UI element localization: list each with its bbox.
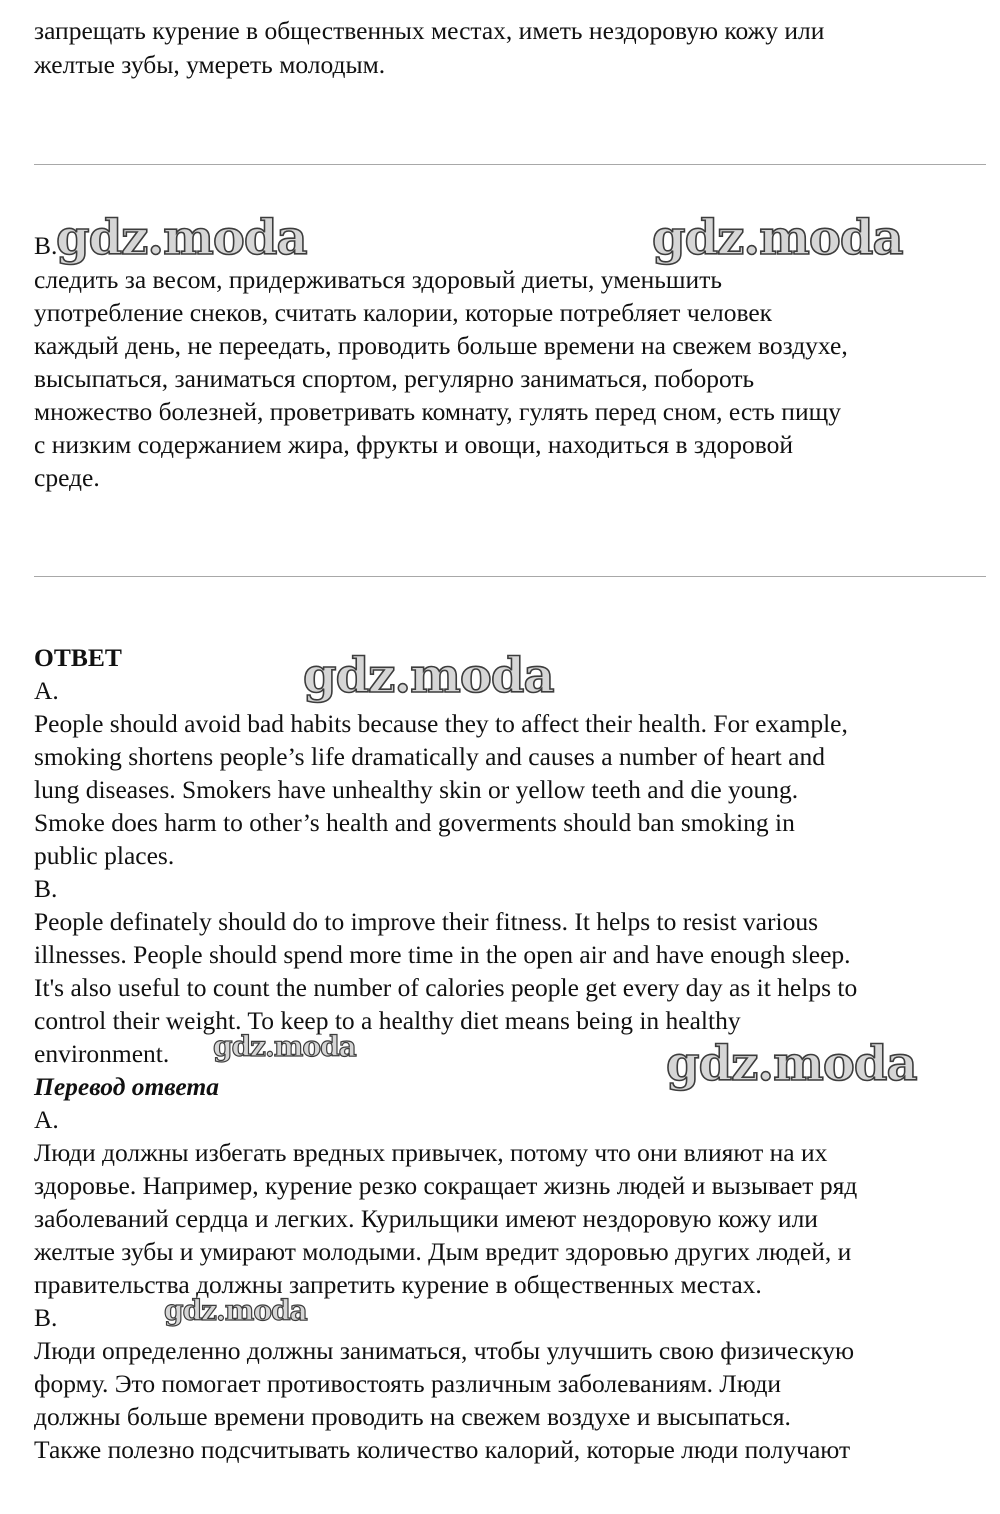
translation-b-line-4: Также полезно подсчитывать количество калорий, которые люди получают — [34, 1435, 851, 1464]
section-b-line-1: следить за весом, придерживаться здоровый диеты, уменьшить — [34, 265, 722, 294]
translation-b-line-2: форму. Это помогает противостоять различным заболеваниям. Люди — [34, 1369, 782, 1398]
watermark-logo: gdz.moda — [56, 210, 307, 266]
translation-a-line-3: заболеваний сердца и легких. Курильщики имеют нездоровую кожу или — [34, 1204, 818, 1233]
translation-b-label: B. — [34, 1303, 58, 1332]
divider-1 — [34, 164, 986, 165]
answer-b-line-3: It's also useful to count the number of calories people get every day as it helps to — [34, 973, 858, 1002]
translation-a-line-4: желтые зубы и умирают молодыми. Дым вредит здоровью других людей, и — [34, 1237, 852, 1266]
watermark-logo: gdz.moda — [652, 210, 903, 266]
section-b-line-2: употребление снеков, считать калории, которые потребляет человек — [34, 298, 773, 327]
top-line-2: желтые зубы, умереть молодым. — [34, 50, 386, 79]
answer-a-line-2: smoking shortens people’s life dramatically and causes a number of heart and — [34, 742, 825, 771]
answer-b-line-5: environment. — [34, 1039, 170, 1068]
answer-b-label: B. — [34, 874, 58, 903]
translation-b-line-3: должны больше времени проводить на свежем воздухе и высыпаться. — [34, 1402, 791, 1431]
divider-2 — [34, 576, 986, 577]
answer-a-line-4: Smoke does harm to other’s health and goverments should ban smoking in — [34, 808, 795, 837]
section-b-line-6: с низким содержанием жира, фрукты и овощи, находиться в здоровой — [34, 430, 794, 459]
answer-a-line-5: public places. — [34, 841, 175, 870]
translation-a-line-1: Люди должны избегать вредных привычек, потому что они влияют на их — [34, 1138, 828, 1167]
answer-b-line-1: People definately should do to improve their fitness. It helps to resist various — [34, 907, 818, 936]
section-b-line-7: среде. — [34, 463, 100, 492]
answer-a-line-3: lung diseases. Smokers have unhealthy skin or yellow teeth and die young. — [34, 775, 799, 804]
section-b-line-5: множество болезней, проветривать комнату, гулять перед сном, есть пищу — [34, 397, 841, 426]
translation-a-line-5: правительства должны запретить курение в общественных местах. — [34, 1270, 762, 1299]
answer-a-line-1: People should avoid bad habits because they to affect their health. For example, — [34, 709, 848, 738]
translation-a-label: A. — [34, 1105, 59, 1134]
section-b-line-4: высыпаться, заниматься спортом, регулярно заниматься, побороть — [34, 364, 755, 393]
section-b-line-3: каждый день, не переедать, проводить больше времени на свежем воздухе, — [34, 331, 848, 360]
translation-b-line-1: Люди определенно должны заниматься, чтобы улучшить свою физическую — [34, 1336, 855, 1365]
answer-b-line-4: control their weight. To keep to a healthy diet means being in healthy — [34, 1006, 741, 1035]
watermark-logo: gdz.moda — [303, 648, 554, 704]
translation-a-line-2: здоровье. Например, курение резко сокращает жизнь людей и вызывает ряд — [34, 1171, 858, 1200]
top-line-1: запрещать курение в общественных местах, иметь нездоровую кожу или — [34, 16, 825, 45]
watermark-logo: gdz.moda — [164, 1294, 307, 1327]
section-b-label: B. — [34, 231, 58, 260]
translation-heading: Перевод ответа — [34, 1072, 219, 1101]
watermark-logo: gdz.moda — [666, 1036, 917, 1092]
watermark-logo: gdz.moda — [213, 1030, 356, 1063]
answer-b-line-2: illnesses. People should spend more time in the open air and have enough sleep. — [34, 940, 851, 969]
answer-a-label: A. — [34, 676, 59, 705]
answer-heading: ОТВЕТ — [34, 643, 122, 672]
